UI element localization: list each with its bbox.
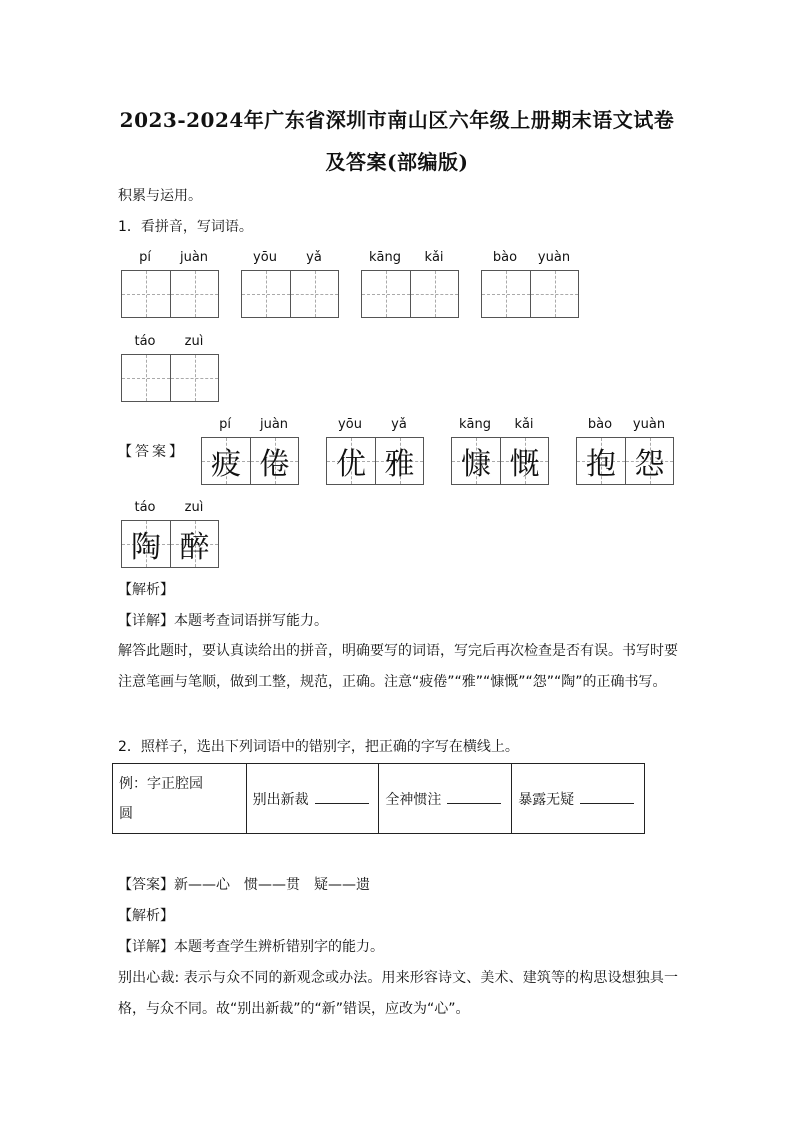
- table-cell[interactable]: [512, 764, 645, 834]
- pinyin-label: yōu: [338, 417, 362, 432]
- table-cell[interactable]: [379, 764, 512, 834]
- character-grid: [326, 437, 424, 485]
- grid-cell: [375, 438, 423, 484]
- character-grid[interactable]: [481, 270, 579, 318]
- pinyin-label: bào: [587, 417, 613, 432]
- pinyin-label: yuàn: [537, 250, 571, 265]
- grid-cell[interactable]: [242, 271, 290, 317]
- table-row: [113, 764, 645, 834]
- pinyin-label: kāng: [369, 250, 401, 265]
- answer-label: 【答案】: [118, 444, 186, 460]
- grid-cell: [577, 438, 625, 484]
- grid-cell: [327, 438, 375, 484]
- phrase-text: 别出新裁: [252, 791, 309, 808]
- grid-cell[interactable]: [410, 271, 458, 317]
- explanation-paragraph: 解答此题时，要认真读给出的拼音，明确要写的词语，写完后再次检查是否有误。书写时要注意笔画与笔顺，做到工整，规范，正确。注意“疲倦”“雅”“慷慨”“怨”“陶”的正确书写。: [118, 643, 678, 690]
- phrase-text: 暴露无疑: [518, 791, 575, 808]
- grid-cell: [170, 521, 218, 567]
- grid-cell[interactable]: [170, 271, 218, 317]
- answer-blank[interactable]: [580, 791, 634, 804]
- grid-cell: [122, 521, 170, 567]
- character-grid[interactable]: [121, 270, 219, 318]
- pinyin-label: zuì: [184, 334, 204, 349]
- example-correction: 圆: [119, 805, 133, 822]
- wrong-character-table: [112, 763, 645, 834]
- grid-cell[interactable]: [170, 355, 218, 401]
- grid-cell: [250, 438, 298, 484]
- answer-character: 雅: [384, 447, 415, 482]
- pinyin-label: táo: [134, 334, 156, 349]
- grid-cell[interactable]: [362, 271, 410, 317]
- pinyin-label: juàn: [259, 417, 289, 432]
- pinyin-label: zuì: [184, 500, 204, 515]
- character-grid[interactable]: [121, 354, 219, 402]
- pinyin-label: yuàn: [632, 417, 666, 432]
- character-grid[interactable]: [241, 270, 339, 318]
- grid-cell[interactable]: [122, 271, 170, 317]
- explanation-paragraph-2: 别出心裁: 表示与众不同的新观念或办法。用来形容诗文、美术、建筑等的构思设想独具一格，与众不同。故“别出新裁”的“新”错误，应改为“心”。: [118, 970, 678, 1017]
- pinyin-label: yōu: [253, 250, 277, 265]
- grid-cell: [202, 438, 250, 484]
- answer-character: 慷: [461, 447, 491, 482]
- pinyin-label: kāng: [459, 417, 491, 432]
- question-2-answer: 【答案】新——心 惯——贯 疑——遗: [118, 877, 370, 893]
- answer-character: 慨: [509, 447, 540, 482]
- analysis-label-2: 【解析】: [118, 908, 174, 924]
- page-title-line1: 2023-2024年广东省深圳市南山区六年级上册期末语文试卷: [119, 108, 675, 132]
- question-2-prompt: 2．照样子，选出下列词语中的错别字，把正确的字写在横线上。: [118, 739, 519, 755]
- pinyin-label: bào: [492, 250, 518, 265]
- answer-character: 抱: [586, 447, 616, 482]
- table-cell[interactable]: [246, 764, 379, 834]
- grid-cell: [625, 438, 673, 484]
- question-1-prompt: 1．看拼音，写词语。: [118, 219, 253, 235]
- example-text: 例：字正腔园: [119, 775, 203, 792]
- pinyin-label: kǎi: [514, 417, 534, 432]
- page-title-line2: 及答案(部编版): [325, 150, 469, 174]
- grid-cell[interactable]: [122, 355, 170, 401]
- answer-blank[interactable]: [447, 791, 501, 804]
- pinyin-label: pí: [139, 250, 151, 265]
- character-grid[interactable]: [361, 270, 459, 318]
- phrase-text: 全神惯注: [385, 791, 442, 808]
- answer-character: 疲: [211, 447, 241, 482]
- answer-character: 优: [336, 447, 366, 482]
- section-heading: 积累与运用。: [118, 188, 202, 204]
- character-grid: [576, 437, 674, 485]
- pinyin-label: pí: [219, 417, 231, 432]
- character-grid: [451, 437, 549, 485]
- answer-character: 倦: [259, 447, 290, 482]
- grid-cell: [452, 438, 500, 484]
- answer-character: 醉: [179, 530, 210, 565]
- answer-character: 陶: [131, 530, 161, 565]
- detail-heading-2: 【详解】本题考查学生辨析错别字的能力。: [118, 939, 384, 955]
- pinyin-label: juàn: [179, 250, 209, 265]
- answer-blank[interactable]: [315, 791, 369, 804]
- character-grid: [201, 437, 299, 485]
- pinyin-label: yǎ: [391, 417, 407, 432]
- grid-cell[interactable]: [530, 271, 578, 317]
- pinyin-label: táo: [134, 500, 156, 515]
- character-grid: [121, 520, 219, 568]
- detail-heading: 【详解】本题考查词语拼写能力。: [118, 613, 328, 629]
- answer-character: 怨: [634, 447, 665, 482]
- grid-cell[interactable]: [482, 271, 530, 317]
- analysis-label: 【解析】: [118, 582, 174, 598]
- pinyin-label: yǎ: [306, 250, 322, 265]
- example-cell: [113, 764, 247, 834]
- grid-cell[interactable]: [290, 271, 338, 317]
- grid-cell: [500, 438, 548, 484]
- pinyin-label: kǎi: [424, 250, 444, 265]
